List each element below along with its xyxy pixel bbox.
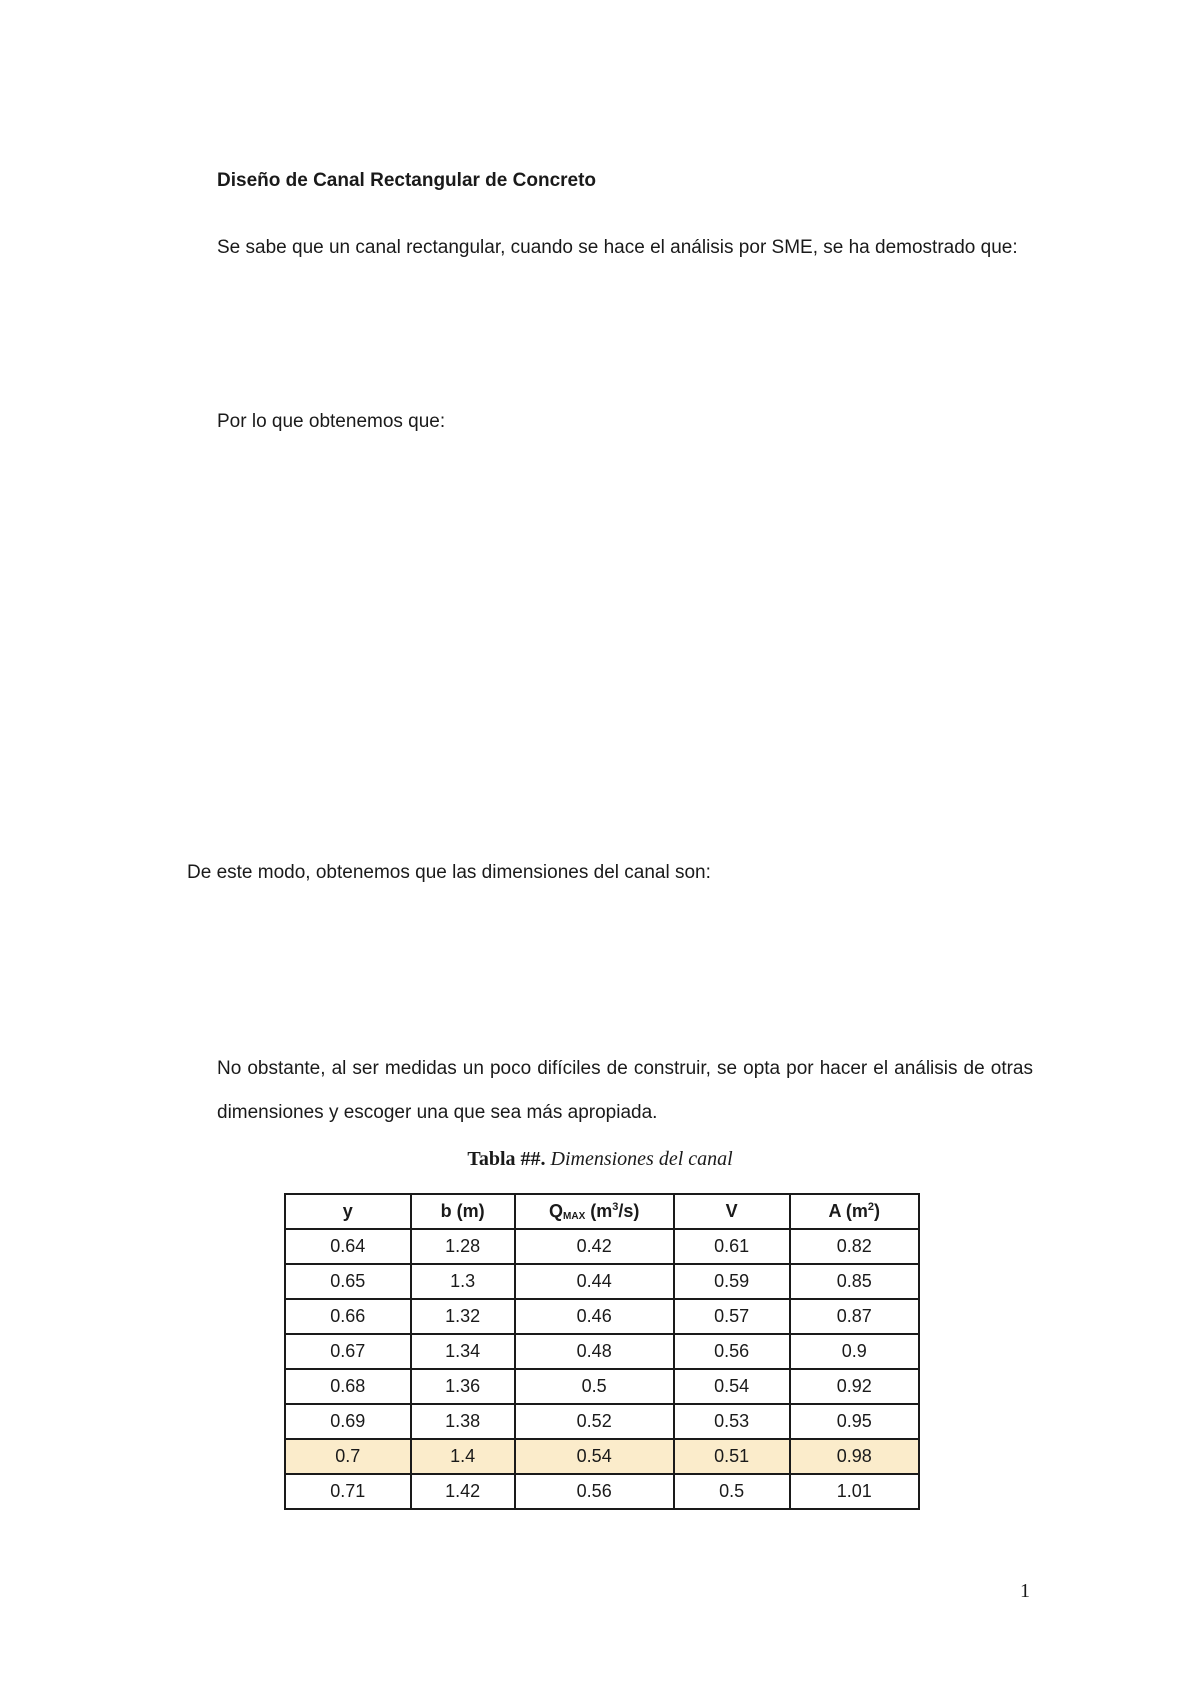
cell-a: 1.01 [790, 1474, 919, 1509]
header-q-unit-sup: 3 [612, 1201, 619, 1213]
paragraph-por-lo-que: Por lo que obtenemos que: [217, 411, 446, 432]
document-heading: Diseño de Canal Rectangular de Concreto [217, 170, 597, 191]
cell-v: 0.53 [674, 1404, 790, 1439]
cell-a: 0.95 [790, 1404, 919, 1439]
header-a [790, 1194, 919, 1229]
cell-qmax: 0.54 [515, 1439, 674, 1474]
cell-b: 1.3 [411, 1264, 515, 1299]
table-row-highlighted [285, 1439, 919, 1474]
cell-y: 0.68 [285, 1369, 411, 1404]
cell-b: 1.34 [411, 1334, 515, 1369]
cell-v: 0.5 [674, 1474, 790, 1509]
cell-qmax: 0.48 [515, 1334, 674, 1369]
table-row [285, 1299, 919, 1334]
paragraph-dimensiones: De este modo, obtenemos que las dimensiones del canal son: [187, 862, 711, 883]
cell-qmax: 0.5 [515, 1369, 674, 1404]
cell-qmax: 0.56 [515, 1474, 674, 1509]
cell-v: 0.59 [674, 1264, 790, 1299]
cell-a: 0.85 [790, 1264, 919, 1299]
cell-y: 0.66 [285, 1299, 411, 1334]
table-caption [0, 1148, 1200, 1171]
caption-label: Tabla ##. [467, 1148, 546, 1170]
cell-v: 0.51 [674, 1439, 790, 1474]
header-q-main: Q [549, 1201, 564, 1221]
cell-v: 0.61 [674, 1229, 790, 1264]
cell-a: 0.92 [790, 1369, 919, 1404]
cell-y: 0.65 [285, 1264, 411, 1299]
cell-y: 0.64 [285, 1229, 411, 1264]
paragraph-no-obstante: No obstante, al ser medidas un poco difíciles de construir, se opta por hacer el análisis de otras dimensiones y escoger una que sea más apropiada. [217, 1058, 1033, 1123]
cell-a: 0.82 [790, 1229, 919, 1264]
cell-a: 0.9 [790, 1334, 919, 1369]
header-q-unit-post: /s) [618, 1201, 640, 1221]
cell-b: 1.42 [411, 1474, 515, 1509]
cell-y: 0.71 [285, 1474, 411, 1509]
cell-v: 0.57 [674, 1299, 790, 1334]
table-header-row [285, 1194, 919, 1229]
cell-b: 1.28 [411, 1229, 515, 1264]
cell-qmax: 0.44 [515, 1264, 674, 1299]
table-row [285, 1264, 919, 1299]
header-q-sub: MAX [563, 1211, 586, 1222]
header-y: y [285, 1194, 411, 1229]
cell-qmax: 0.46 [515, 1299, 674, 1334]
table-row [285, 1369, 919, 1404]
cell-b: 1.32 [411, 1299, 515, 1334]
table-row [285, 1229, 919, 1264]
header-q-unit-pre: (m [585, 1201, 613, 1221]
cell-b: 1.38 [411, 1404, 515, 1439]
cell-v: 0.54 [674, 1369, 790, 1404]
cell-a: 0.98 [790, 1439, 919, 1474]
cell-y: 0.67 [285, 1334, 411, 1369]
page-number: 1 [1020, 1580, 1030, 1602]
dimensions-table [284, 1193, 920, 1510]
cell-qmax: 0.52 [515, 1404, 674, 1439]
header-a-post: ) [873, 1201, 880, 1221]
header-a-sup: 2 [867, 1201, 874, 1213]
cell-b: 1.36 [411, 1369, 515, 1404]
header-a-pre: A (m [828, 1201, 868, 1221]
header-b: b (m) [411, 1194, 515, 1229]
table-row [285, 1474, 919, 1509]
cell-b: 1.4 [411, 1439, 515, 1474]
cell-y: 0.69 [285, 1404, 411, 1439]
cell-a: 0.87 [790, 1299, 919, 1334]
cell-qmax: 0.42 [515, 1229, 674, 1264]
cell-v: 0.56 [674, 1334, 790, 1369]
paragraph-sme-intro: Se sabe que un canal rectangular, cuando se hace el análisis por SME, se ha demostrado que: [217, 237, 1018, 258]
table-row [285, 1404, 919, 1439]
cell-y: 0.7 [285, 1439, 411, 1474]
header-qmax [515, 1194, 674, 1229]
header-v: V [674, 1194, 790, 1229]
caption-text: Dimensiones del canal [550, 1148, 733, 1170]
table-row [285, 1334, 919, 1369]
